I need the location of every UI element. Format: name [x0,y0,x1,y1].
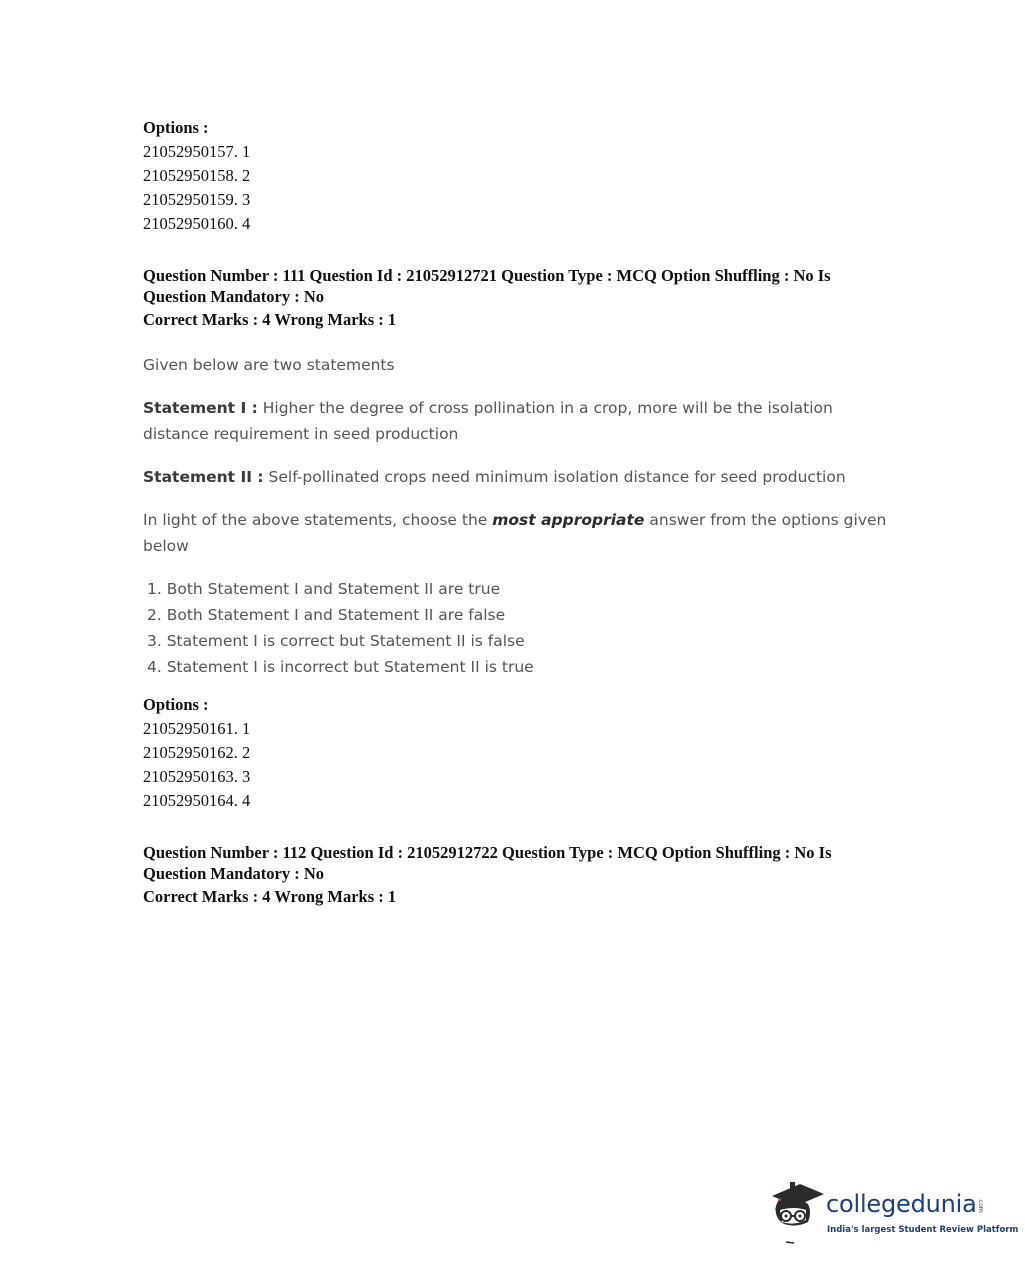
answer-item: 1. Both Statement I and Statement II are true [147,580,501,598]
statement-1-text: Higher the degree of cross pollination in a crop, more will be the isolation [257,399,833,417]
option-item: 21052950159. 3 [143,190,251,209]
question-meta-line: Question Number : 112 Question Id : 21052912722 Question Type : MCQ Option Shuffling : No Is [143,843,832,862]
question-meta-line: Question Number : 111 Question Id : 21052912721 Question Type : MCQ Option Shuffling : No Is [143,266,831,285]
answer-item: 4. Statement I is incorrect but Statement II is true [147,658,534,676]
instruction-cont: below [143,537,189,555]
logo-tagline: India's largest Student Review Platform [827,1225,1019,1235]
instruction-pre: In light of the above statements, choose the [143,511,493,529]
option-item: 21052950160. 4 [143,214,251,233]
statement-1-text-cont: distance requirement in seed production [143,425,459,443]
answer-list [143,576,883,680]
question-intro: Given below are two statements [143,356,395,374]
question-marks: Correct Marks : 4 Wrong Marks : 1 [143,310,397,329]
answer-item: 2. Both Statement I and Statement II are false [147,606,506,624]
statement-1 [143,395,883,447]
collegedunia-logo [766,1176,1019,1248]
answer-item: 3. Statement I is correct but Statement II is false [147,632,525,650]
statement-2-text: Self-pollinated crops need minimum isolation distance for seed production [263,468,846,486]
option-item: 21052950164. 4 [143,791,251,810]
mascot-icon [766,1176,826,1248]
options-heading: Options : [143,118,209,137]
instruction-post: answer from the options given [644,511,887,529]
statement-2-label: Statement II : [143,468,264,486]
options-heading: Options : [143,695,209,714]
question-112-meta [143,842,883,907]
option-item: 21052950158. 2 [143,166,251,185]
option-item: 21052950157. 1 [143,142,251,161]
option-item: 21052950162. 2 [143,743,251,762]
question-111-options [143,693,883,813]
instruction-emphasis: most appropriate [492,511,645,529]
question-111-body [143,352,887,680]
top-options [143,116,883,236]
option-item: 21052950163. 3 [143,767,251,786]
logo-wordmark: collegedunia [826,1190,977,1218]
logo-suffix: .com [977,1198,984,1213]
question-111-meta [143,265,883,330]
question-meta-line: Question Mandatory : No [143,864,325,883]
statement-1-label: Statement I : [143,399,258,417]
statement-2 [143,464,883,490]
option-item: 21052950161. 1 [143,719,251,738]
question-meta-line: Question Mandatory : No [143,287,325,306]
instruction [143,507,887,559]
question-marks: Correct Marks : 4 Wrong Marks : 1 [143,887,397,906]
